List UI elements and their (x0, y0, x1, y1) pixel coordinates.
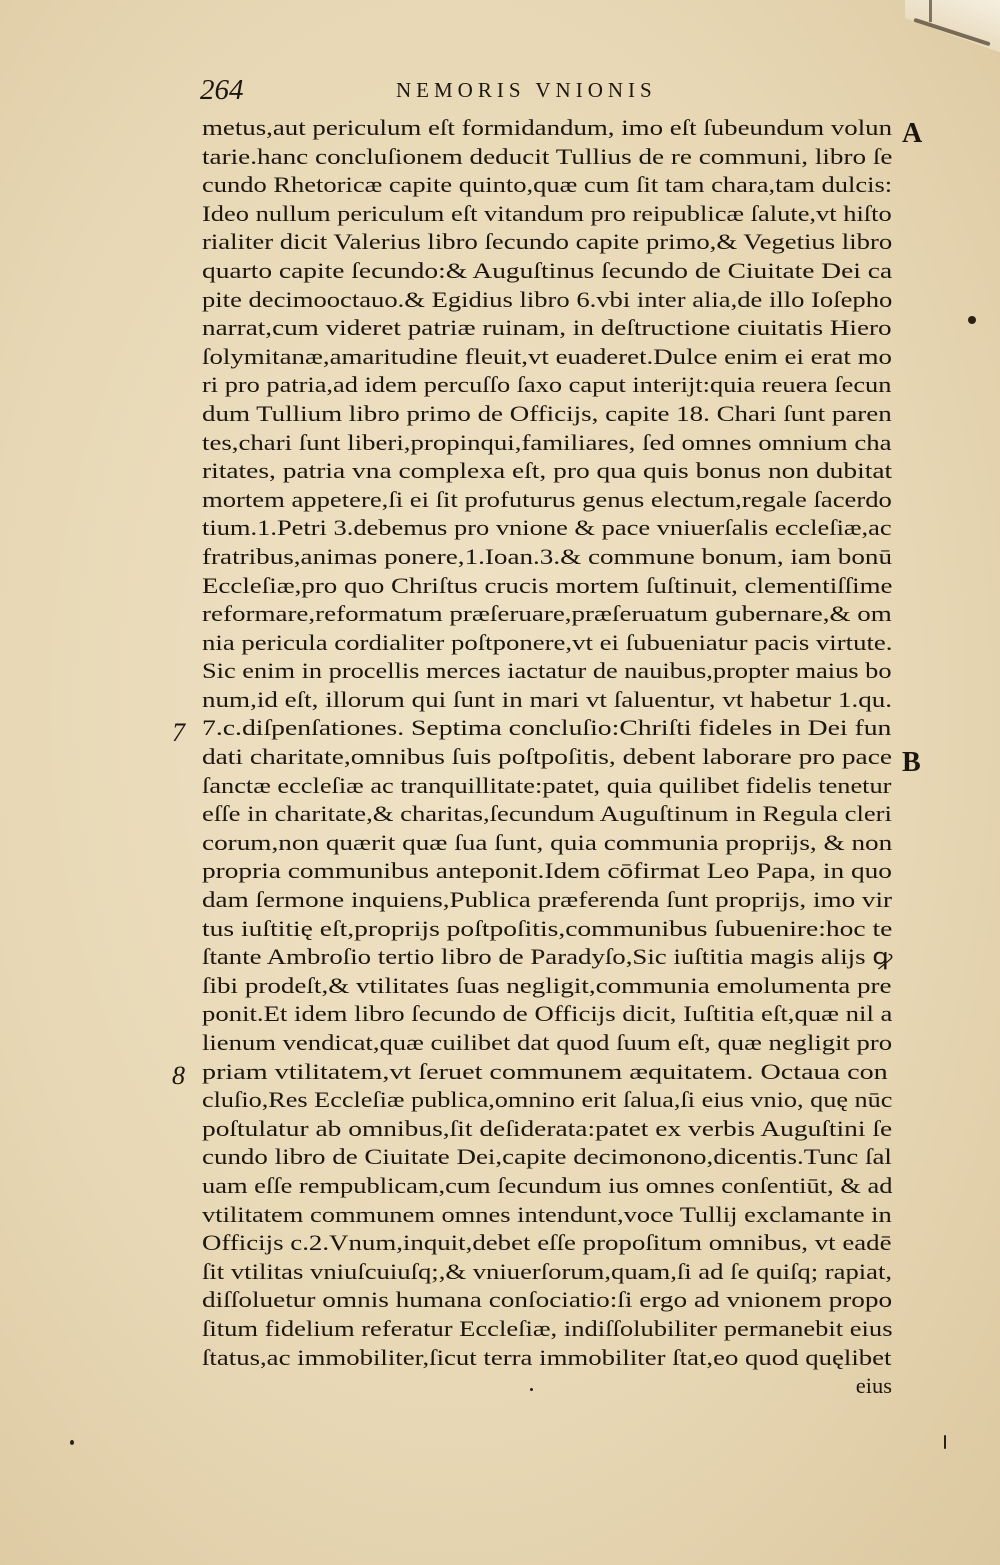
text-line: ſanctæ eccleſiæ ac tranquillitate:patet, quia quilibet fidelis tenetur (202, 772, 892, 798)
text-line: cundo libro de Ciuitate Dei,capite decimonono,dicentis.Tunc ſal (202, 1144, 892, 1170)
text-line: narrat,cum videret patriæ ruinam, in deſtructione ciuitatis Hiero (202, 315, 892, 341)
text-line: dum Tullium libro primo de Officijs, capite 18. Chari ſunt paren (202, 400, 892, 426)
text-line: Ideo nullum periculum eſt vitandum pro reipublicæ ſalute,vt hiſto (202, 200, 892, 226)
body-text (202, 114, 892, 1401)
text-line: rialiter dicit Valerius libro ſecundo capite primo,& Vegetius libro (202, 229, 893, 255)
text-line: tarie.hanc concluſionem deducit Tullius de re communi, libro ſe (202, 143, 893, 169)
text-line: fratribus,animas ponere,1.Ioan.3.& commune bonum, iam bonū (202, 543, 892, 569)
text-line: vtilitatem communem omnes intendunt,voce Tullij exclamante in (202, 1201, 892, 1227)
text-line: dati charitate,omnibus ſuis poſtpoſitis, debent laborare pro pace (202, 744, 892, 770)
text-line: corum,non quærit quæ ſua ſunt, quia communia proprijs, & non (202, 829, 893, 855)
text-line: ſitum fidelium referatur Eccleſiæ, indiſſolubiliter permanebit eius (202, 1315, 893, 1341)
text-line: mortem appetere,ſi ei ſit profuturus genus electum,regale ſacerdo (202, 486, 892, 512)
text-line: eius (855, 1373, 892, 1399)
text-line: ri pro patria,ad idem percuſſo ſaxo caput interijt:quia reuera ſecun (202, 372, 892, 398)
text-line: Officijs c.2.Vnum,inquit,debet eſſe propoſitum omnibus, vt eadē (202, 1230, 892, 1256)
text-line: pite decimooctauo.& Egidius libro 6.vbi inter alia,de illo Ioſepho (202, 286, 893, 312)
text-line: ſolymitanæ,amaritudine fleuit,vt euaderet.Dulce enim ei erat mo (202, 343, 892, 369)
text-line: ſibi prodeſt,& vtilitates ſuas negligit,communia emolumenta pre (202, 972, 892, 998)
text-line: num,id eſt, illorum qui ſunt in mari vt ſaluentur, vt habetur 1.qu. (202, 686, 893, 712)
text-line: dam ſermone inquiens,Publica præferenda ſunt proprijs, imo vir (202, 887, 893, 913)
text-line: poſtulatur ab omnibus,ſit deſiderata:patet ex verbis Auguſtini ſe (202, 1115, 893, 1141)
running-title: NEMORIS VNIONIS (396, 78, 657, 102)
text-line: Sic enim in procellis merces iactatur de nauibus,propter maius bo (202, 658, 892, 684)
text-line: ſtatus,ac immobiliter,ſicut terra immobiliter ſtat,eo quod quęlibet (202, 1344, 892, 1370)
text-line: tium.1.Petri 3.debemus pro vnione & pace vniuerſalis eccleſiæ,ac (202, 515, 892, 541)
text-line: quarto capite ſecundo:& Auguſtinus ſecundo de Ciuitate Dei ca (202, 257, 893, 283)
text-line: 7.c.diſpenſationes. Septima concluſio:Chriſti fideles in Dei fun (202, 715, 892, 741)
corner-tear-edge-vertical (929, 0, 932, 22)
text-line: ſtante Ambroſio tertio libro de Paradyſo,Sic iuſtitia magis alijs ꝙ (202, 944, 893, 970)
ink-speck (70, 1440, 74, 1445)
text-line: reformare,reformatum præſeruare,præſeruatum gubernare,& om (202, 601, 892, 627)
ink-speck (944, 1435, 946, 1449)
text-line: cluſio,Res Eccleſiæ publica,omnino erit ſalua,ſi eius vnio, quę nūc (202, 1087, 893, 1113)
text-line: ponit.Et idem libro ſecundo de Officijs dicit, Iuſtitia eſt,quæ nil a (202, 1001, 893, 1027)
page-number: 264 (200, 74, 244, 106)
text-line: ſit vtilitas vniuſcuiuſq;,& vniuerſorum,quam,ſi ad ſe quiſq; rapiat, (202, 1258, 893, 1284)
page-header (200, 74, 890, 108)
text-line: ritates, patria vna complexa eſt, pro qua quis bonus non dubitat (202, 458, 893, 484)
text-line: tes,chari ſunt liberi,propinqui,familiares, ſed omnes omnium cha (202, 429, 892, 455)
text-line: lienum vendicat,quæ cuilibet dat quod ſuum eſt, quæ negligit pro (202, 1030, 893, 1055)
text-line: diſſoluetur omnis humana conſociatio:ſi ergo ad vnionem propo (202, 1287, 893, 1313)
text-line: Eccleſiæ,pro quo Chriſtus crucis mortem ſuſtinuit, clementiſſime (202, 572, 893, 598)
text-line: cundo Rhetoricæ capite quinto,quæ cum ſit tam chara,tam dulcis: (202, 172, 893, 198)
text-line: uam eſſe rempublicam,cum ſecundum ius omnes conſentiūt, & ad (202, 1172, 893, 1198)
text-line: metus,aut periculum eſt formidandum, imo eſt ſubeundum volun (202, 115, 893, 140)
text-line: eſſe in charitate,& charitas,ſecundum Auguſtinum in Regula cleri (202, 801, 892, 827)
margin-number-7: 7 (172, 718, 185, 747)
margin-letter-b: B (902, 747, 921, 778)
text-line: propria communibus anteponit.Idem cōfirmat Leo Papa, in quo (202, 858, 892, 884)
text-line: priam vtilitatem,vt ſeruet communem æquitatem. Octaua con (202, 1058, 888, 1084)
text-line: nia pericula cordialiter poſtponere,vt ei ſubueniatur pacis virtute. (202, 629, 893, 655)
text-line: tus iuſtitię eſt,proprijs poſtpoſitis,communibus ſubuenire:hoc te (202, 915, 893, 941)
margin-number-8: 8 (172, 1061, 185, 1090)
margin-letter-a: A (902, 118, 923, 149)
